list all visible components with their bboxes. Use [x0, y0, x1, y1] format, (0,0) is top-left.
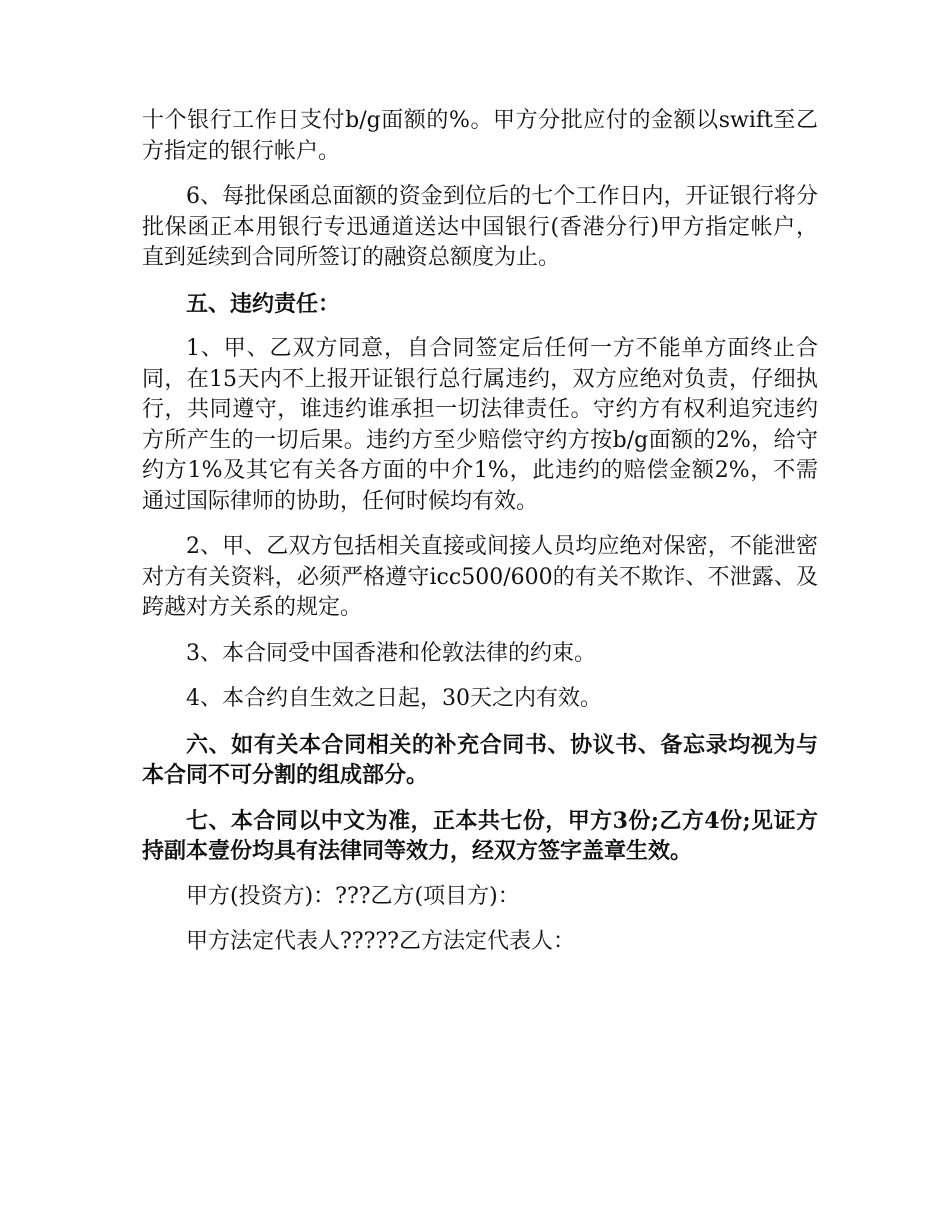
liability-clause-1: 1、甲、乙双方同意，自合同签定后任何一方不能单方面终止合同，在15天内不上报开证银行总行属违约，双方应绝对负责，仔细执行，共同遵守，谁违约谁承担一切法律责任。守约方有权利追究违约方所产生的一切后果。违约方至少赔偿守约方按b/g面额的2%，给守约方1%及其它有关各方面的中介1%，此违约的赔偿金额2%，不需通过国际律师的协助，任何时候均有效。: [142, 336, 818, 514]
liability-clause-3: 3、本合同受中国香港和伦敦法律的约束。: [186, 640, 596, 666]
section-5-heading: 五、违约责任：: [186, 290, 341, 317]
contract-page: [142, 106, 818, 973]
clause-6-paragraph: 6、每批保函总面额的资金到位后的七个工作日内，开证银行将分批保函正本用银行专迅通道送达中国银行(香港分行)甲方指定帐户，直到延续到合同所签订的融资总额度为止。: [142, 184, 818, 270]
party-names-line: 甲方(投资方)：???乙方(项目方)：: [186, 883, 520, 909]
payment-paragraph-continued: 十个银行工作日支付b/g面额的%。甲方分批应付的金额以swift至乙方指定的银行帐户。: [142, 108, 818, 164]
section-7-heading: 七、本合同以中文为准，正本共七份，甲方3份;乙方4份;见证方持副本壹份均具有法律同等效力，经双方签字盖章生效。: [142, 807, 818, 864]
liability-clause-2: 2、甲、乙双方包括相关直接或间接人员均应绝对保密，不能泄密对方有关资料，必须严格遵守icc500/600的有关不欺诈、不泄露、及跨越对方关系的规定。: [142, 534, 818, 620]
liability-clause-4: 4、本合约自生效之日起，30天之内有效。: [186, 686, 602, 711]
section-6-heading: 六、如有关本合同相关的补充合同书、协议书、备忘录均视为与本合同不可分割的组成部分。: [142, 731, 818, 788]
legal-representatives-line: 甲方法定代表人?????乙方法定代表人：: [186, 929, 575, 954]
